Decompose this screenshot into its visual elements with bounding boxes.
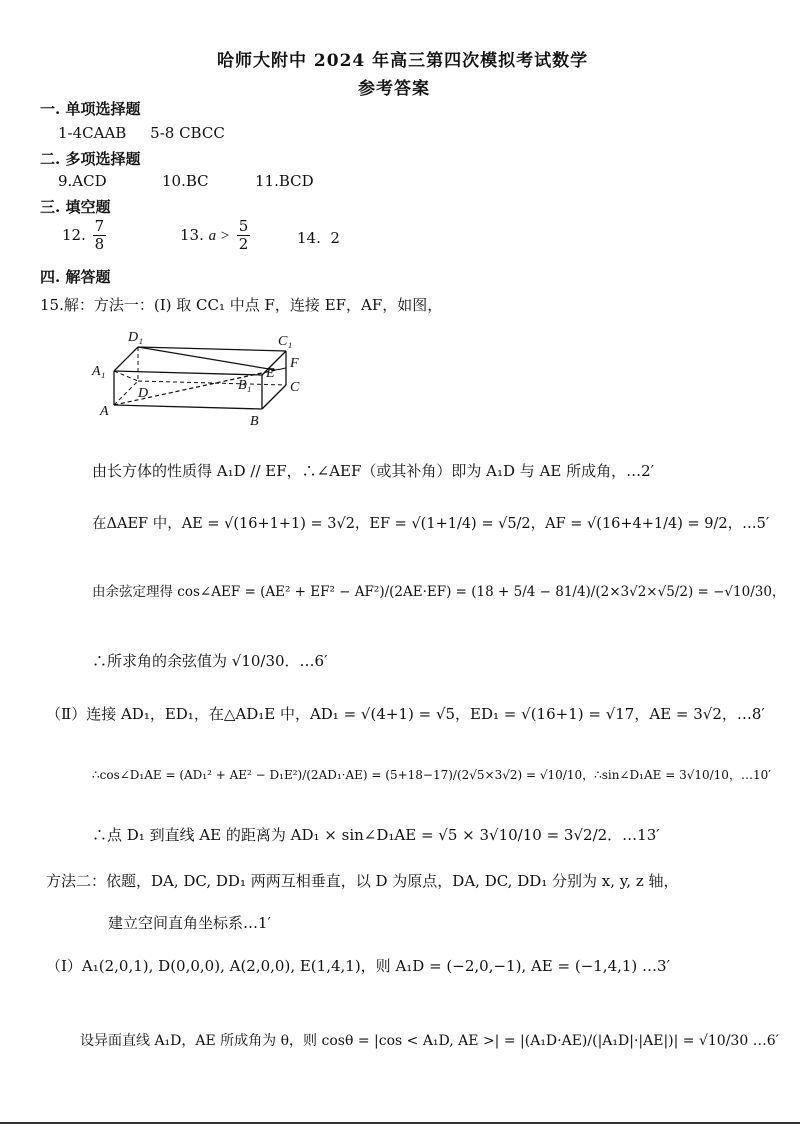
q15-intro: 15.解：方法一：(Ⅰ) 取 CC₁ 中点 F，连接 EF，AF，如图， [40,296,443,314]
q15-line-4: ∴所求角的余弦值为 √10/30．…6′ [92,652,328,670]
segment-A1D-hidden [114,371,138,381]
page-title: 哈师大附中 2024 年高三第四次模拟考试数学 [217,51,589,71]
section-multi-choice-title: 二. 多项选择题 [40,150,141,168]
answer-13 [180,218,252,254]
page-bottom-divider [0,1122,800,1124]
q15-method2-line-3: （Ⅰ）A₁(2,0,1), D(0,0,0), A(2,0,0), E(1,4,1)，则 A₁D = (−2,0,−1), AE = (−1,4,1) …3′ [46,957,671,975]
edge-A1D1 [114,347,138,371]
label-A: A [100,404,109,419]
page-subtitle: 参考答案 [358,79,430,99]
single-choice-answers: 1-4CAAB 5-8 CBCC [58,124,225,142]
answer-12 [62,218,108,254]
q15-part2-line-2: ∴cos∠D₁AE = (AD₁² + AE² − D₁E²)/(2AD₁·AE) = (5+18−17)/(2√5×3√2) = √10/10，∴sin∠D₁AE = 3√10/10，…10′ [92,768,771,782]
label-C1: C₁ [278,334,293,349]
label-A1: A₁ [92,364,106,379]
q15-method2-line-4: 设异面直线 A₁D，AE 所成角为 θ，则 cosθ = |cos < A₁D, AE >| = |(A₁D·AE)/(|A₁D|·|AE|)| = √10/30 …6′ [80,1033,779,1049]
edge-AD-hidden [114,381,138,405]
edge-A1B1 [114,371,262,375]
label-E: E [266,366,275,381]
label-C: C [290,380,300,395]
label-B: B [250,414,259,429]
section-solution-title: 四. 解答题 [40,268,111,286]
edge-BC [262,385,286,409]
section-fill-blank-title: 三. 填空题 [40,198,111,216]
q15-method2-line-1: 方法二：依题，DA, DC, DD₁ 两两互相垂直，以 D 为原点，DA, DC, DD₁ 分别为 x, y, z 轴， [46,872,679,890]
q15-part2-line-3: ∴点 D₁ 到直线 AE 的距离为 AD₁ × sin∠D₁AE = √5 × 3√10/10 = 3√2/2．…13′ [92,826,660,844]
label-D1: D₁ [128,330,143,345]
q15-part2-line-1: （Ⅱ）连接 AD₁，ED₁，在△AD₁E 中，AD₁ = √(4+1) = √5，ED₁ = √(16+1) = √17，AE = 3√2，…8′ [46,705,765,723]
label-B1: B₁ [238,378,252,393]
answer-12-fraction [93,218,107,254]
answer-13-numerator: 5 [238,217,249,235]
answer-11: 11.BCD [255,172,314,190]
q15-line-1: 由长方体的性质得 A₁D // EF，∴∠AEF（或其补角）即为 A₁D 与 AE 所成角，…2′ [92,462,655,480]
answer-13-prefix: a > [208,227,231,244]
label-D: D [138,386,149,401]
answer-13-denominator: 2 [238,235,249,254]
prism-figure [90,325,320,435]
answer-12-denominator: 8 [94,235,105,254]
answer-14: 14. 2 [297,229,340,247]
label-F: F [290,356,299,371]
answer-13-fraction [237,218,251,254]
q15-method2-line-2: 建立空间直角坐标系…1′ [108,914,271,932]
q15-line-3: 由余弦定理得 cos∠AEF = (AE² + EF² − AF²)/(2AE·EF) = (18 + 5/4 − 81/4)/(2×3√2×√5/2) = −√10/30， [92,584,786,600]
edge-AB [114,405,262,409]
answer-13-label: 13. [180,225,204,244]
section-single-choice-title: 一. 单项选择题 [40,100,141,118]
q15-line-2: 在ΔAEF 中，AE = √(16+1+1) = 3√2，EF = √(1+1/4) = √5/2，AF = √(16+4+1/4) = 9/2，…5′ [92,516,770,532]
answer-12-label: 12. [62,225,86,244]
answer-12-numerator: 7 [94,217,105,235]
answer-9: 9.ACD [58,172,107,190]
answer-10: 10.BC [162,172,209,190]
